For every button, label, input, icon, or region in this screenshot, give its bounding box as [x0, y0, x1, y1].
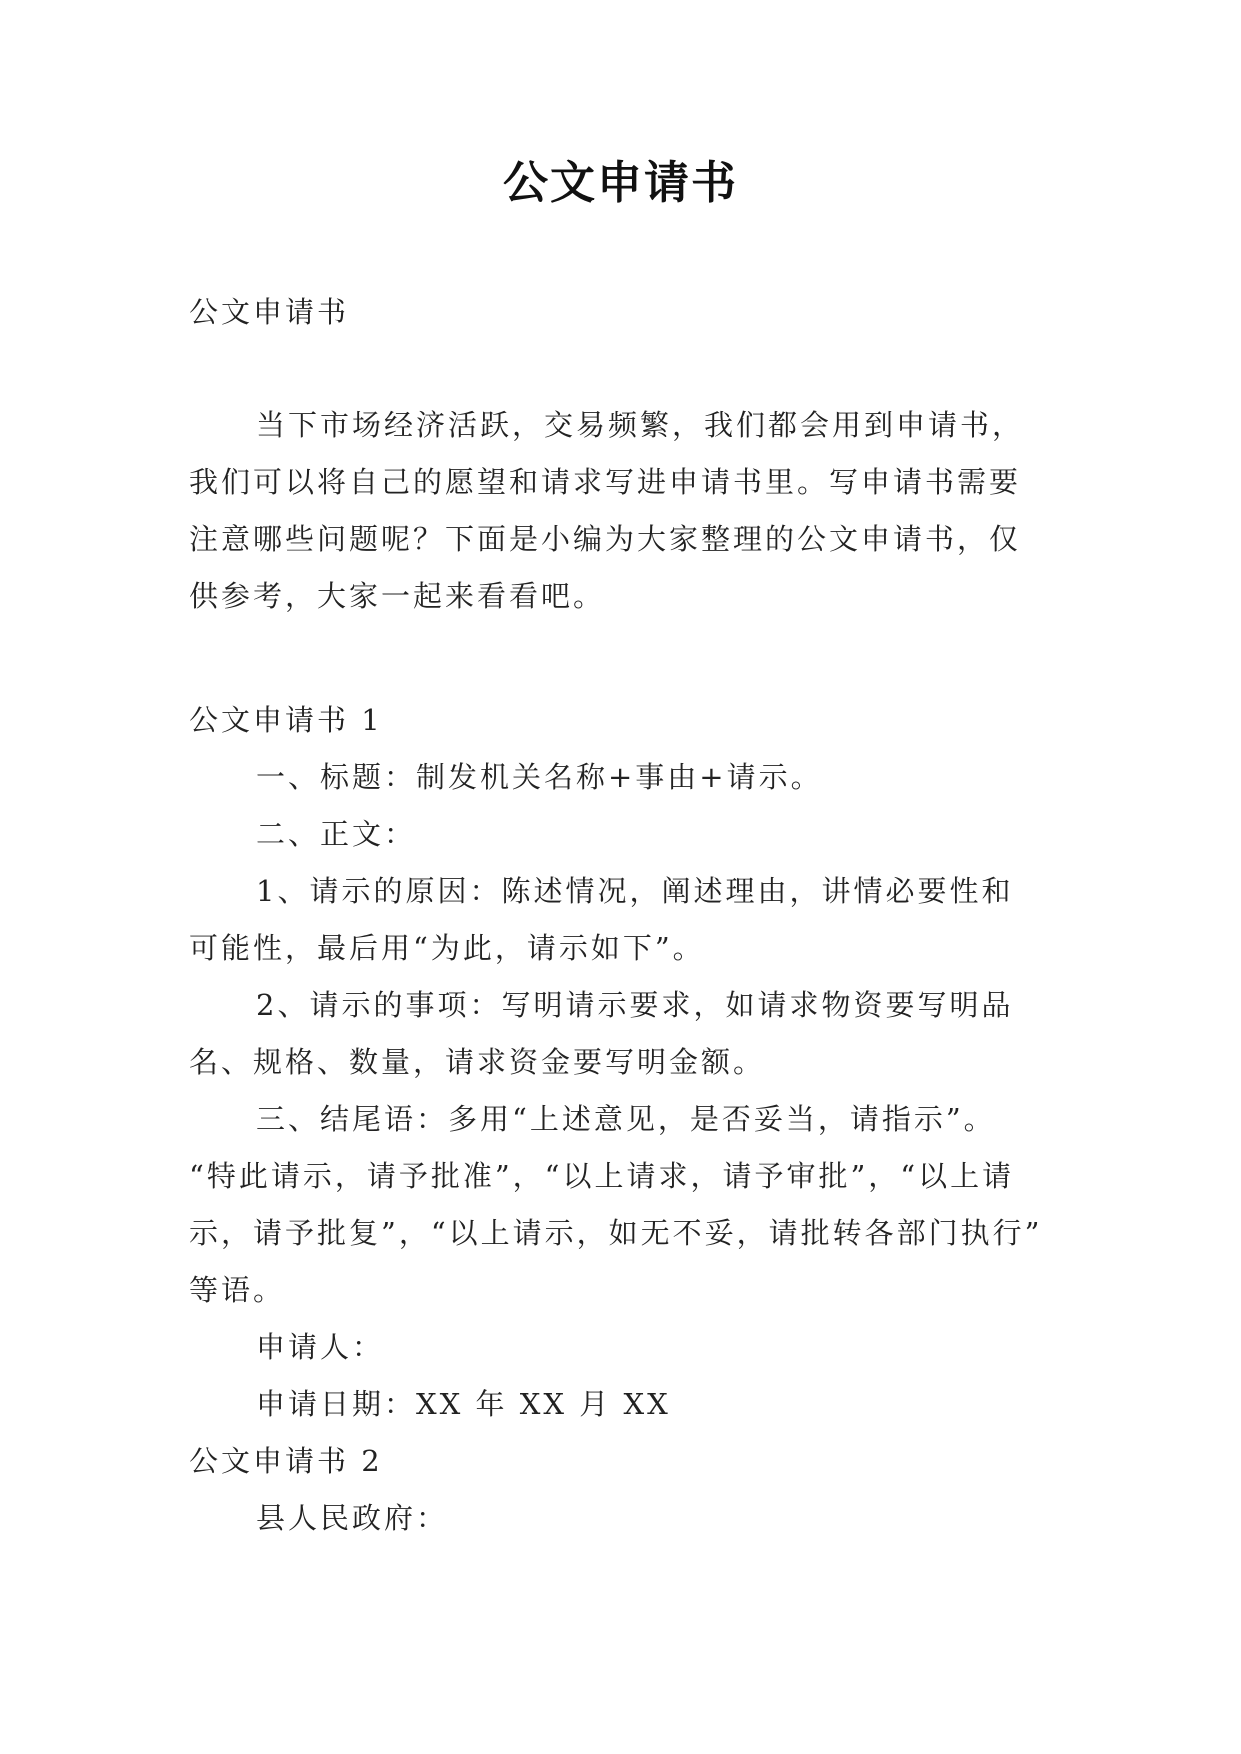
- body-line: 一、标题：制发机关名称+事由+请示。: [256, 760, 823, 794]
- body-line: “特此请示，请予批准”，“以上请求，请予审批”，“以上请: [189, 1159, 1015, 1193]
- body-line: 1、请示的原因：陈述情况，阐述理由，讲情必要性和: [256, 874, 1014, 908]
- intro-line: 当下市场经济活跃，交易频繁，我们都会用到申请书，: [256, 408, 1025, 442]
- body-line: 名、规格、数量，请求资金要写明金额。: [189, 1045, 766, 1079]
- intro-line: 我们可以将自己的愿望和请求写进申请书里。写申请书需要: [189, 465, 1022, 499]
- body-line: 等语。: [189, 1273, 286, 1307]
- subtitle-line: 公文申请书: [189, 295, 350, 329]
- body-line: 可能性，最后用“为此，请示如下”。: [189, 931, 705, 965]
- applicant-line: 申请人：: [256, 1330, 385, 1364]
- document-title: 公文申请书: [502, 156, 738, 209]
- body-line: 二、正文：: [256, 817, 417, 851]
- body-line: 2、请示的事项：写明请示要求，如请求物资要写明品: [256, 988, 1014, 1022]
- intro-line: 供参考，大家一起来看看吧。: [189, 579, 606, 613]
- date-line: 申请日期：XX 年 XX 月 XX: [256, 1387, 671, 1421]
- body-line: 三、结尾语：多用“上述意见，是否妥当，请指示”。: [256, 1102, 996, 1136]
- body-line: 示，请予批复”，“以上请示，如无不妥，请批转各部门执行”: [189, 1216, 1043, 1250]
- intro-line: 注意哪些问题呢？下面是小编为大家整理的公文申请书，仅: [189, 522, 1022, 556]
- section-heading: 公文申请书 1: [189, 703, 383, 737]
- salutation-line: 县人民政府：: [256, 1501, 449, 1535]
- section-heading: 公文申请书 2: [189, 1444, 383, 1478]
